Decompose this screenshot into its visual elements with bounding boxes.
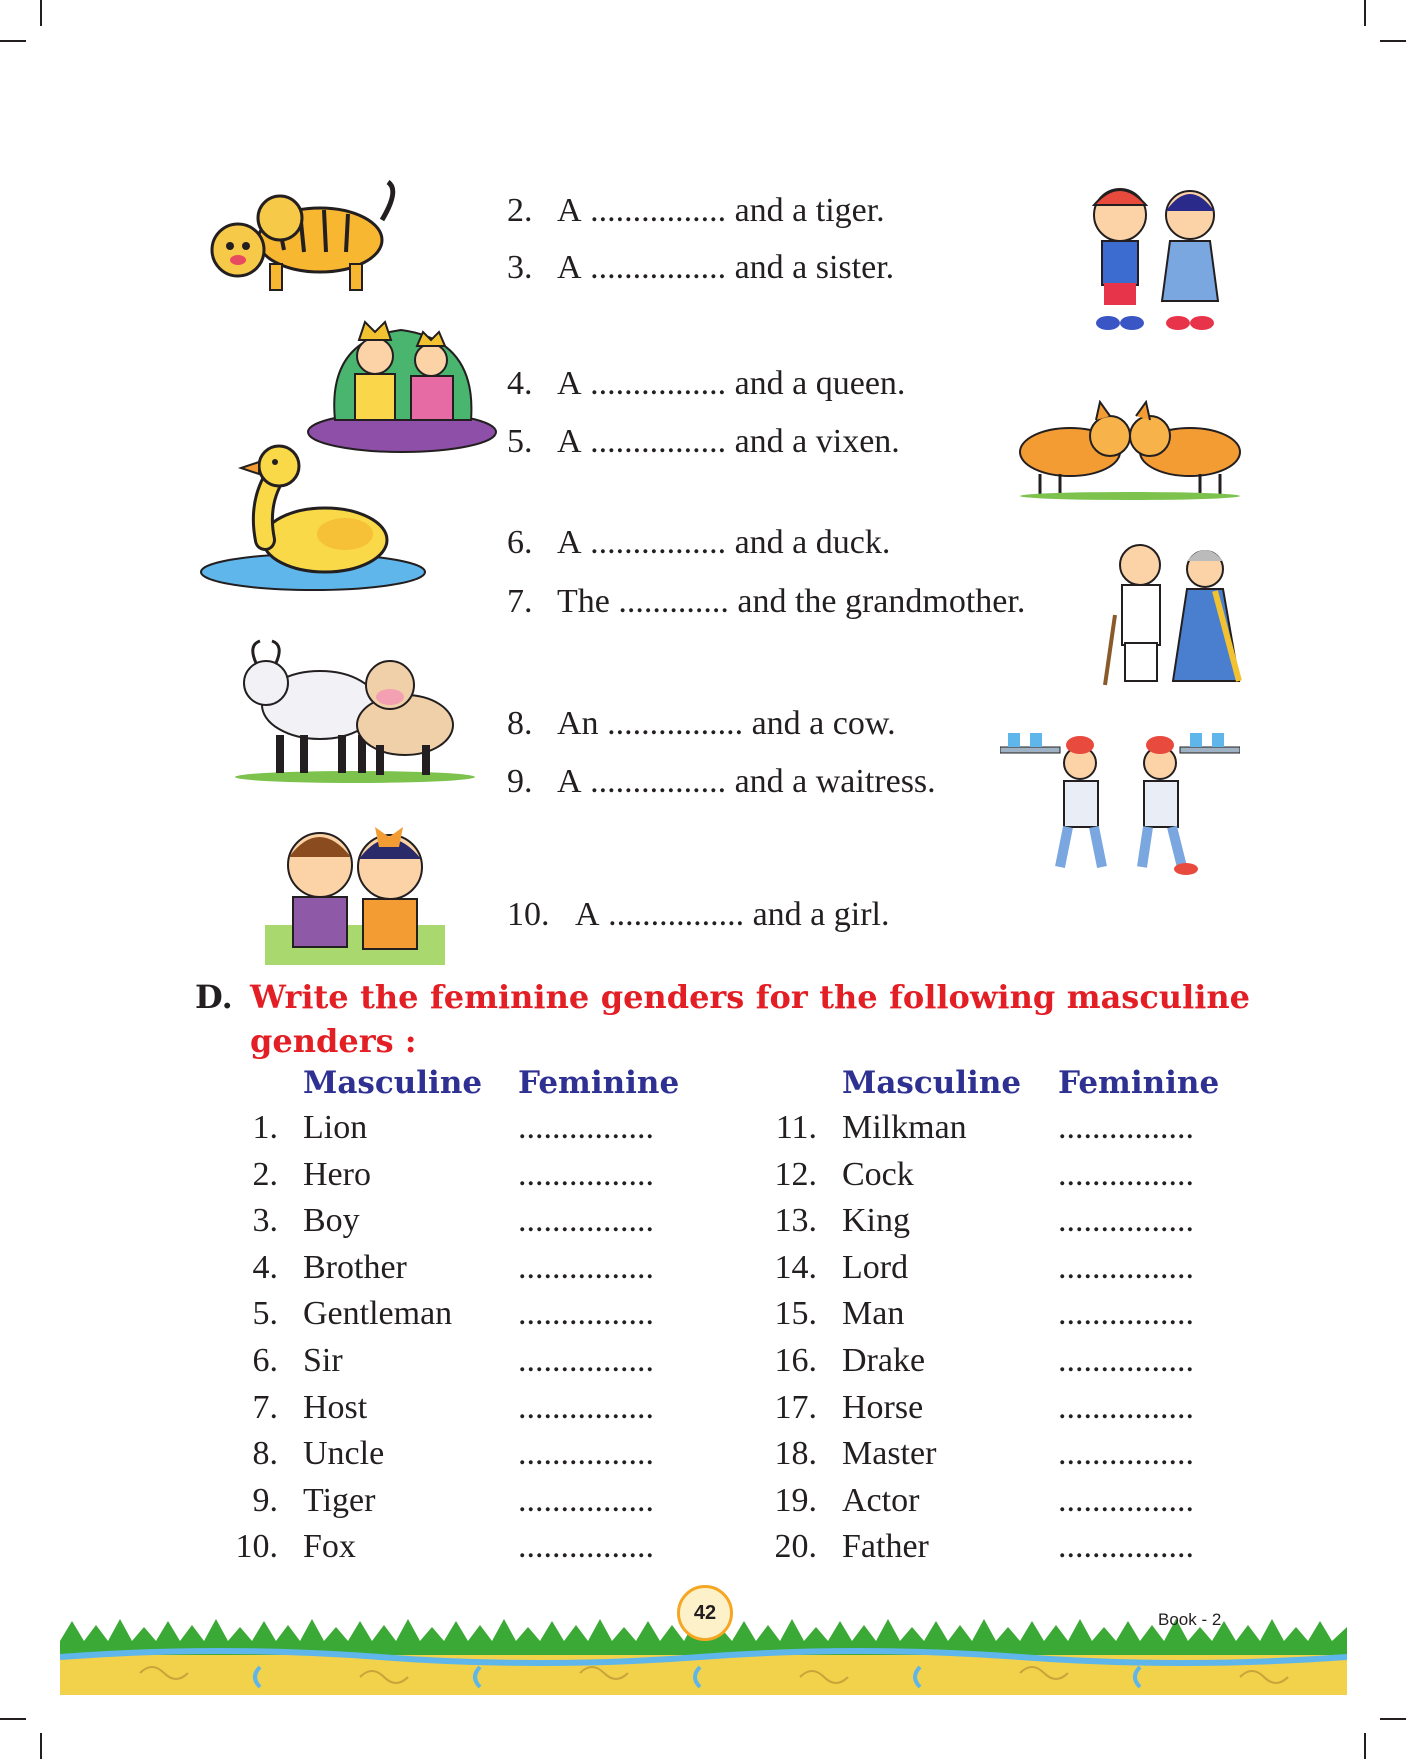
- crop-mark: [40, 0, 42, 26]
- feminine-blank: ................: [518, 1435, 654, 1472]
- item-number: 6.: [507, 524, 533, 561]
- masculine-word: Boy: [303, 1202, 360, 1239]
- item-number: 2.: [507, 192, 533, 229]
- sentence-rest: and a tiger.: [734, 192, 885, 229]
- fill-blank: .............: [618, 583, 729, 620]
- fill-blank: ................: [590, 763, 727, 800]
- article: A: [557, 423, 582, 460]
- feminine-blank: ................: [1058, 1249, 1194, 1286]
- word-row: [747, 1528, 1227, 1574]
- feminine-blank: ................: [1058, 1389, 1194, 1426]
- feminine-blank: ................: [1058, 1109, 1194, 1146]
- sentence-rest: and a vixen.: [734, 423, 900, 460]
- left-feminine-header: Feminine: [518, 1065, 680, 1101]
- instruction-line-1: Write the feminine genders for the following masculine: [250, 978, 1250, 1016]
- exercise-line: [507, 423, 900, 461]
- article: A: [557, 249, 582, 286]
- row-number: 2.: [252, 1156, 278, 1193]
- exercise-line: [507, 896, 889, 934]
- row-number: 13.: [774, 1202, 817, 1239]
- sentence-rest: and the grandmother.: [737, 583, 1026, 620]
- row-number: 1.: [252, 1109, 278, 1146]
- waiter-waitress-illustration: [1000, 725, 1240, 875]
- masculine-word: Brother: [303, 1249, 407, 1286]
- row-number: 16.: [774, 1342, 817, 1379]
- masculine-word: Man: [842, 1295, 905, 1332]
- masculine-word: Lord: [842, 1249, 909, 1286]
- row-number: 14.: [774, 1249, 817, 1286]
- ox-cow-illustration: [230, 635, 480, 785]
- word-row: [747, 1435, 1227, 1481]
- instruction-line-2: genders :: [250, 1022, 417, 1060]
- word-row: [208, 1202, 688, 1248]
- brother-sister-illustration: [1070, 175, 1240, 335]
- page-number: 42: [677, 1585, 733, 1641]
- row-number: 4.: [252, 1249, 278, 1286]
- feminine-blank: ................: [518, 1109, 654, 1146]
- article: A: [575, 896, 600, 933]
- word-row: [208, 1295, 688, 1341]
- row-number: 20.: [774, 1528, 817, 1565]
- feminine-blank: ................: [518, 1342, 654, 1379]
- item-number: 10.: [507, 896, 550, 933]
- feminine-blank: ................: [518, 1482, 654, 1519]
- row-number: 15.: [774, 1295, 817, 1332]
- article: The: [557, 583, 610, 620]
- item-number: 4.: [507, 365, 533, 402]
- masculine-word: Host: [303, 1389, 368, 1426]
- row-number: 7.: [252, 1389, 278, 1426]
- word-row: [747, 1342, 1227, 1388]
- row-number: 8.: [252, 1435, 278, 1472]
- word-row: [208, 1482, 688, 1528]
- crop-mark: [40, 1733, 42, 1759]
- word-row: [208, 1528, 688, 1574]
- right-masculine-header: Masculine: [842, 1065, 1022, 1101]
- feminine-blank: ................: [1058, 1202, 1194, 1239]
- crop-mark: [0, 1718, 26, 1720]
- item-number: 7.: [507, 583, 533, 620]
- word-row: [747, 1482, 1227, 1528]
- row-number: 9.: [252, 1482, 278, 1519]
- exercise-line: [507, 365, 905, 403]
- word-row: [747, 1156, 1227, 1202]
- masculine-word: Uncle: [303, 1435, 385, 1472]
- right-feminine-header: Feminine: [1058, 1065, 1220, 1101]
- sentence-rest: and a cow.: [751, 705, 896, 742]
- feminine-blank: ................: [1058, 1295, 1194, 1332]
- exercise-line: [507, 192, 885, 230]
- sentence-rest: and a waitress.: [734, 763, 936, 800]
- king-queen-illustration: [305, 310, 500, 455]
- feminine-blank: ................: [1058, 1156, 1194, 1193]
- sentence-rest: and a sister.: [734, 249, 895, 286]
- word-row: [208, 1156, 688, 1202]
- masculine-word: Gentleman: [303, 1295, 453, 1332]
- item-number: 3.: [507, 249, 533, 286]
- crop-mark: [1380, 1718, 1406, 1720]
- masculine-word: Fox: [303, 1528, 356, 1565]
- exercise-line: [507, 524, 890, 562]
- feminine-blank: ................: [518, 1295, 654, 1332]
- fill-blank: ................: [607, 705, 744, 742]
- feminine-blank: ................: [518, 1156, 654, 1193]
- crop-mark: [1364, 1733, 1366, 1759]
- masculine-word: King: [842, 1202, 910, 1239]
- boy-girl-illustration: [265, 815, 445, 965]
- article: A: [557, 524, 582, 561]
- fill-blank: ................: [590, 192, 727, 229]
- row-number: 5.: [252, 1295, 278, 1332]
- feminine-blank: ................: [1058, 1482, 1194, 1519]
- sentence-rest: and a queen.: [734, 365, 906, 402]
- section-letter: D.: [195, 978, 233, 1016]
- tiger-illustration: [200, 180, 400, 300]
- sentence-rest: and a girl.: [752, 896, 890, 933]
- masculine-word: Milkman: [842, 1109, 967, 1146]
- word-row: [747, 1202, 1227, 1248]
- word-row: [747, 1295, 1227, 1341]
- masculine-word: Hero: [303, 1156, 371, 1193]
- row-number: 10.: [235, 1528, 278, 1565]
- masculine-word: Horse: [842, 1389, 924, 1426]
- duck-illustration: [195, 440, 430, 595]
- masculine-word: Father: [842, 1528, 929, 1565]
- feminine-blank: ................: [1058, 1342, 1194, 1379]
- row-number: 12.: [774, 1156, 817, 1193]
- word-row: [208, 1249, 688, 1295]
- masculine-word: Cock: [842, 1156, 914, 1193]
- fill-blank: ................: [590, 365, 727, 402]
- crop-mark: [1364, 0, 1366, 26]
- word-row: [747, 1389, 1227, 1435]
- word-row: [208, 1435, 688, 1481]
- word-row: [208, 1389, 688, 1435]
- sentence-rest: and a duck.: [734, 524, 891, 561]
- exercise-line: [507, 705, 896, 743]
- feminine-blank: ................: [518, 1249, 654, 1286]
- fill-blank: ................: [590, 524, 727, 561]
- feminine-blank: ................: [518, 1528, 654, 1565]
- word-row: [747, 1249, 1227, 1295]
- book-label: Book - 2: [1158, 1610, 1222, 1629]
- masculine-word: Master: [842, 1435, 937, 1472]
- item-number: 9.: [507, 763, 533, 800]
- masculine-word: Lion: [303, 1109, 368, 1146]
- masculine-word: Tiger: [303, 1482, 376, 1519]
- word-row: [747, 1109, 1227, 1155]
- row-number: 19.: [774, 1482, 817, 1519]
- crop-mark: [0, 40, 26, 42]
- feminine-blank: ................: [518, 1202, 654, 1239]
- row-number: 11.: [775, 1109, 817, 1146]
- exercise-line: [507, 583, 1025, 621]
- fill-blank: ................: [590, 249, 727, 286]
- masculine-word: Drake: [842, 1342, 926, 1379]
- article: A: [557, 192, 582, 229]
- fill-blank: ................: [608, 896, 745, 933]
- fill-blank: ................: [590, 423, 727, 460]
- exercise-line: [507, 763, 936, 801]
- item-number: 8.: [507, 705, 533, 742]
- article: A: [557, 365, 582, 402]
- fox-vixen-illustration: [1010, 400, 1250, 500]
- row-number: 17.: [774, 1389, 817, 1426]
- feminine-blank: ................: [1058, 1528, 1194, 1565]
- exercise-line: [507, 249, 894, 287]
- row-number: 6.: [252, 1342, 278, 1379]
- row-number: 18.: [774, 1435, 817, 1472]
- word-row: [208, 1342, 688, 1388]
- grandparents-illustration: [1095, 535, 1255, 690]
- row-number: 3.: [252, 1202, 278, 1239]
- masculine-word: Actor: [842, 1482, 920, 1519]
- word-row: [208, 1109, 688, 1155]
- feminine-blank: ................: [518, 1389, 654, 1426]
- feminine-blank: ................: [1058, 1435, 1194, 1472]
- masculine-word: Sir: [303, 1342, 343, 1379]
- crop-mark: [1380, 40, 1406, 42]
- item-number: 5.: [507, 423, 533, 460]
- article: A: [557, 763, 582, 800]
- article: An: [557, 705, 599, 742]
- left-masculine-header: Masculine: [303, 1065, 483, 1101]
